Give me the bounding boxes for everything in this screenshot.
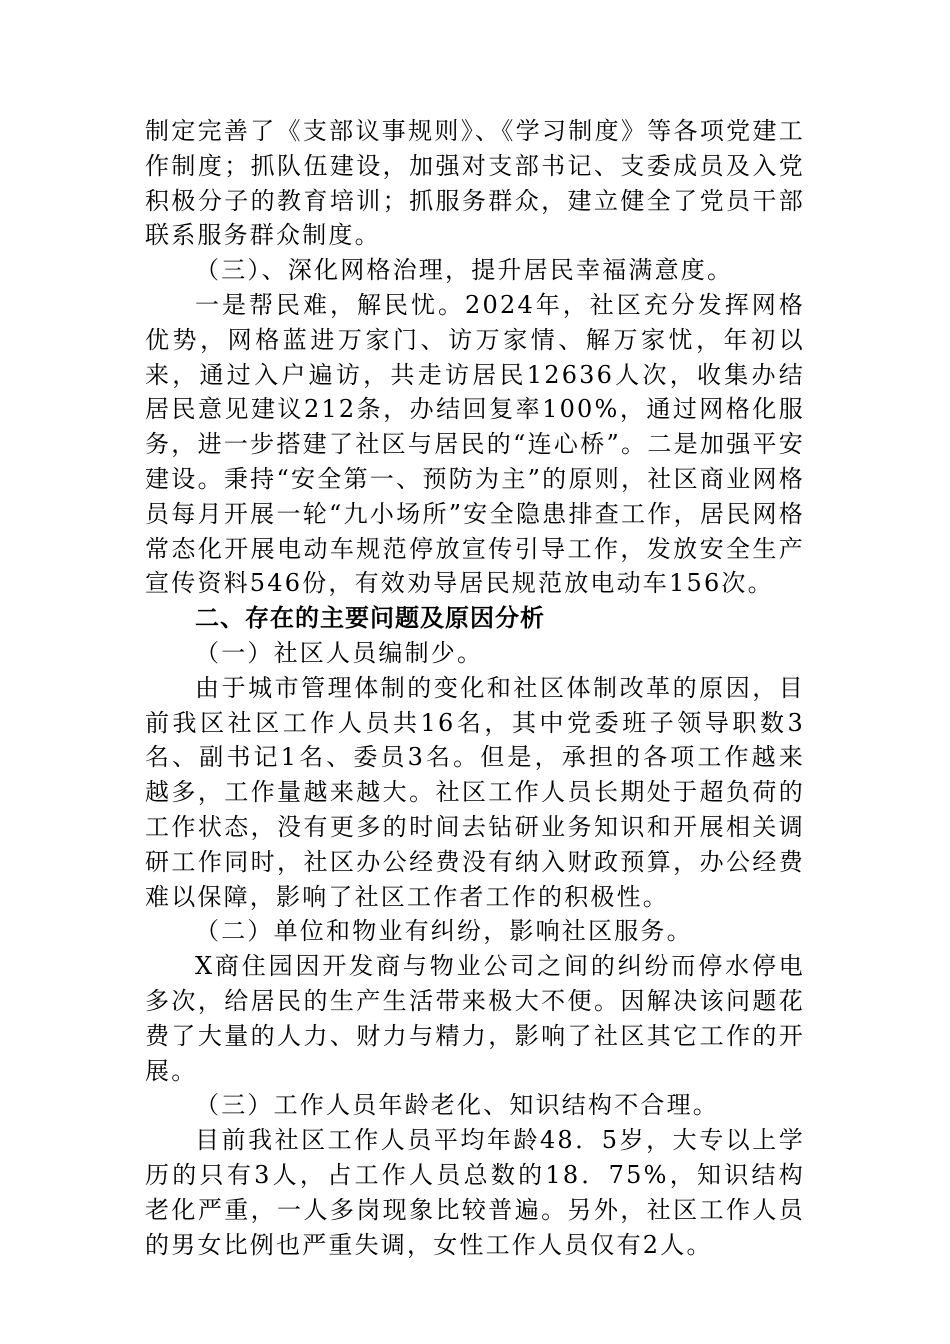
subheading-deepen-grid-governance: （三）、深化网格治理，提升居民幸福满意度。 bbox=[195, 256, 734, 285]
subheading-staffing-shortage: （一）社区人员编制少。 bbox=[195, 638, 484, 667]
subheading-property-dispute: （二）单位和物业有纠纷，影响社区服务。 bbox=[195, 917, 693, 946]
body-paragraph-grid-governance: 一是帮民难，解民忧。2024年，社区充分发挥网格优势，网格蓝进万家门、访万家情、解万家忧，年初以来，通过入户遍访，共走访居民12636人次，收集办结居民意见建议212条，办结回复率100%，通过网格化服务，进一步搭建了社区与居民的“连心桥”。二是加强平安建设。秉持“安全第一、预防为主”的原则，社区商业网格员每月开展一轮“九小场所”安全隐患排查工作，居民网格常态化开展电动车规范停放宣传引导工作，发放安全生产宣传资料546份，有效劝导居民规范放电动车156次。 bbox=[145, 290, 805, 598]
body-paragraph-continued: 制定完善了《支部议事规则》、《学习制度》等各项党建工作制度；抓队伍建设，加强对支部书记、支委成员及入党积极分子的教育培训；抓服务群众，建立健全了党员干部联系服务群众制度。 bbox=[145, 117, 805, 250]
body-paragraph-dispute: X商住园因开发商与物业公司之间的纠纷而停水停电多次，给居民的生产生活带来极大不便。因解决该问题花费了大量的人力、财力与精力，影响了社区其它工作的开展。 bbox=[145, 952, 805, 1085]
subheading-staff-aging: （三）工作人员年龄老化、知识结构不合理。 bbox=[195, 1091, 719, 1120]
body-paragraph-staff-aging: 目前我社区工作人员平均年龄48．5岁，大专以上学历的只有3人，占工作人员总数的18．75%，知识结构老化严重，一人多岗现象比较普遍。另外，社区工作人员的男女比例也严重失调，女性工作人员仅有2人。 bbox=[145, 1126, 805, 1259]
body-paragraph-staffing: 由于城市管理体制的变化和社区体制改革的原因，目前我区社区工作人员共16名，其中党委班子领导职数3名、副书记1名、委员3名。但是，承担的各项工作越来越多，工作量越来越大。社区工作人员长期处于超负荷的工作状态，没有更多的时间去钻研业务知识和开展相关调研工作同时，社区办公经费没有纳入财政预算，办公经费难以保障，影响了社区工作者工作的积极性。 bbox=[145, 673, 805, 911]
heading-main-problems: 二、存在的主要问题及原因分析 bbox=[195, 604, 545, 633]
document-body bbox=[145, 114, 805, 1262]
